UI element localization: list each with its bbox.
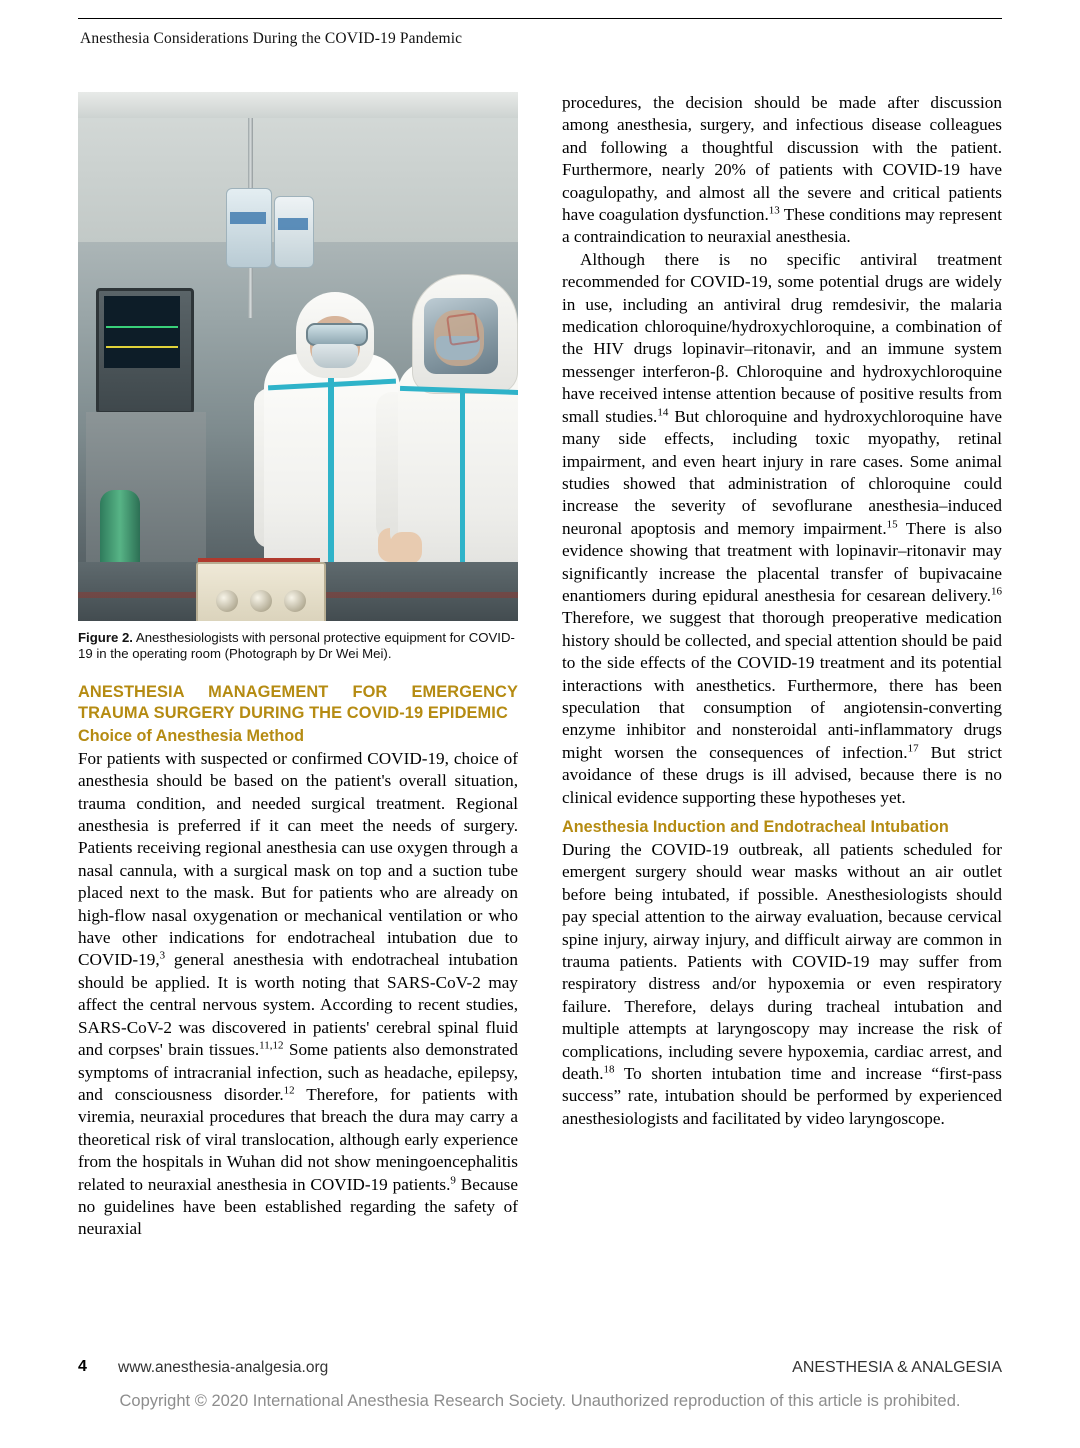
rp3-ref-18: 18 — [603, 1063, 615, 1076]
n95-mask-icon — [312, 344, 358, 368]
right-paragraph-1 — [562, 92, 1002, 249]
iv-bag-label-1 — [230, 212, 266, 224]
rp1-seg1: procedures, the decision should be made after discussion among anesthesia, surgery, and infectious disease colleagues and following a thoughtful discussion with the patient. Furthermore, nearly 20% of patients with COVID-19 have coagulopathy, and almost all the severe and critical patients have coagulation dysfunction. — [562, 93, 1002, 225]
rp1-ref-13: 13 — [768, 204, 780, 217]
figure-2-caption — [78, 630, 518, 663]
lp1-seg4: Therefore, for patients with viremia, neuraxial procedures that breach the dura may carry a theoretical risk of viral translocation, although early experience from the hospitals in Wuhan did not show meningoencephalitis related to neuraxial anesthesia in COVID-19 patients. — [78, 1084, 518, 1194]
lp1-seg1: For patients with suspected or confirmed COVID-19, choice of anesthesia should be based on the patient's overall situation, trauma condition, and needed surgical treatment. Regional anesthesia is preferred if it can meet the needs of surgery. Patients receiving regional anesthesia can use oxygen through a nasal cannula, with a surgical mask on top and a suction tube placed next to the mask. But for patients who are already on high-flow nasal oxygenation or mechanical ventilation or who have other indications for endotracheal intubation due to COVID-19, — [78, 748, 518, 970]
right-column — [562, 92, 1002, 1130]
warmer-knob-1 — [216, 590, 238, 612]
ecg-trace — [106, 326, 178, 328]
journal-name: ANESTHESIA & ANALGESIA — [792, 1359, 1002, 1376]
figure-2-caption-text: Anesthesiologists with personal protective equipment for COVID-19 in the operating room (Photograph by Dr Wei Mei). — [78, 630, 515, 662]
figure-2-image — [78, 92, 518, 621]
ceiling-strip — [78, 92, 518, 118]
lp1-ref-9: 9 — [450, 1173, 456, 1186]
rp2-seg2: But chloroquine and hydroxychloroquine have many side effects, including toxic myopathy, retinal impairment, and even heart injury in rare cases. Some animal studies showed that administration of chloroquine could increase the severity of sevoflurane anesthesia–induced neuronal apoptosis and memory impairment. — [562, 406, 1002, 538]
lp1-seg2: general anesthesia with endotracheal intubation should be applied. It is worth noting that SARS-CoV-2 may affect the central nervous system. According to recent studies, SARS-CoV-2 was discovered in patients' cerebral spinal fluid and corpses' brain tissues. — [78, 950, 518, 1060]
rp2-ref-16: 16 — [991, 585, 1002, 598]
journal-url[interactable]: www.anesthesia-analgesia.org — [118, 1359, 329, 1376]
rp1-seg2: These conditions may represent a contraindication to neuraxial anesthesia. — [562, 205, 1002, 247]
rp2-ref-17: 17 — [907, 742, 919, 755]
glove-right-clinician — [390, 532, 422, 564]
warmer-knob-3 — [284, 590, 306, 612]
running-head: Anesthesia Considerations During the COVID-19 Pandemic — [80, 30, 463, 47]
iv-bag-label-2 — [278, 218, 308, 230]
warmer-knob-2 — [250, 590, 272, 612]
goggles-icon — [306, 323, 368, 346]
figure-2-label: Figure 2. — [78, 630, 133, 645]
left-paragraph-1 — [78, 748, 518, 1241]
iv-bag-2 — [274, 196, 314, 268]
right-paragraph-2 — [562, 249, 1002, 809]
rp3-seg1: During the COVID-19 outbreak, all patients scheduled for emergent surgery should wear masks without an air outlet before being intubated, if possible. Anesthesiologists should pay special attention to the airway evaluation, because cervical spine injury, airway injury, and difficult airway are common in trauma patients. Patients with COVID-19 may suffer from respiratory distress and/or hypoxemia or even respiratory failure. Therefore, delays during tracheal intubation and multiple attempts at laryngoscopy may increase the risk of complications, including severe hypoxemia, cardiac arrest, and death. — [562, 840, 1002, 1084]
rp2-seg1: Although there is no specific antiviral treatment recommended for COVID-19, some potential drugs are widely in use, including an antiviral drug remdesivir, the malaria medication chloroquine/hydroxychloroquine, a combination of the HIV drugs lopinavir–ritonavir, and an immune system messenger interferon-β. Chloroquine and hydroxychloroquine have received intense attention because of positive results from small studies. — [562, 249, 1002, 426]
rp2-seg5: But strict avoidance of these drugs is ill advised, because there is no clinical evidence supporting these hypotheses yet. — [562, 742, 1003, 807]
lp1-seg5: Because no guidelines have been established regarding the safety of neuraxial — [78, 1174, 519, 1239]
rp3-seg2: To shorten intubation time and increase “first-pass success” rate, intubation should be performed by experienced anesthesiologists and facilitated by video laryngoscope. — [562, 1064, 1002, 1128]
page-number: 4 — [78, 1358, 87, 1375]
copyright-notice: Copyright © 2020 International Anesthesia Research Society. Unauthorized reproduction of this article is prohibited. — [119, 1392, 961, 1410]
figure-2 — [78, 92, 518, 663]
lp1-ref-12: 12 — [283, 1084, 295, 1097]
subsection-heading-choice-of-anesthesia: Choice of Anesthesia Method — [78, 726, 305, 745]
right-paragraph-3 — [562, 839, 1002, 1130]
monitor-screen — [104, 296, 180, 368]
lp1-ref-3: 3 — [159, 949, 166, 962]
left-column — [78, 92, 518, 1241]
rp2-seg3: There is also evidence showing that treatment with lopinavir–ritonavir may significantly increase the placental transfer of bupivacaine enantiomers during epidural anesthesia for cesarean delivery. — [562, 518, 1002, 605]
rp2-ref-15: 15 — [886, 517, 898, 530]
lp1-seg3: Some patients also demonstrated symptoms of intracranial infection, such as headache, epilepsy, and consciousness disorder. — [78, 1040, 518, 1104]
section-heading-emergency-trauma: ANESTHESIA MANAGEMENT FOR EMERGENCY TRAUMA SURGERY DURING THE COVID-19 EPIDEMIC — [78, 682, 518, 722]
spo2-trace — [106, 346, 178, 348]
subsection-heading-induction-intubation: Anesthesia Induction and Endotracheal Intubation — [562, 818, 949, 836]
iv-bag-1 — [226, 188, 272, 268]
rp2-seg4: Therefore, we suggest that thorough preoperative medication history should be collected, and special attention should be paid to the side effects of the COVID-19 treatment and its potential interactions with anesthetics. Furthermore, there has been speculation that consumption of angiotensin-converting enzyme inhibitor and nonsteroidal anti-inflammatory drugs might worsen the consequences of infection. — [562, 608, 1002, 762]
rp2-ref-14: 14 — [657, 405, 669, 418]
hood-red-marking — [446, 312, 480, 346]
header-rule — [78, 18, 1002, 19]
lp1-ref-11-12: 11,12 — [259, 1039, 284, 1052]
